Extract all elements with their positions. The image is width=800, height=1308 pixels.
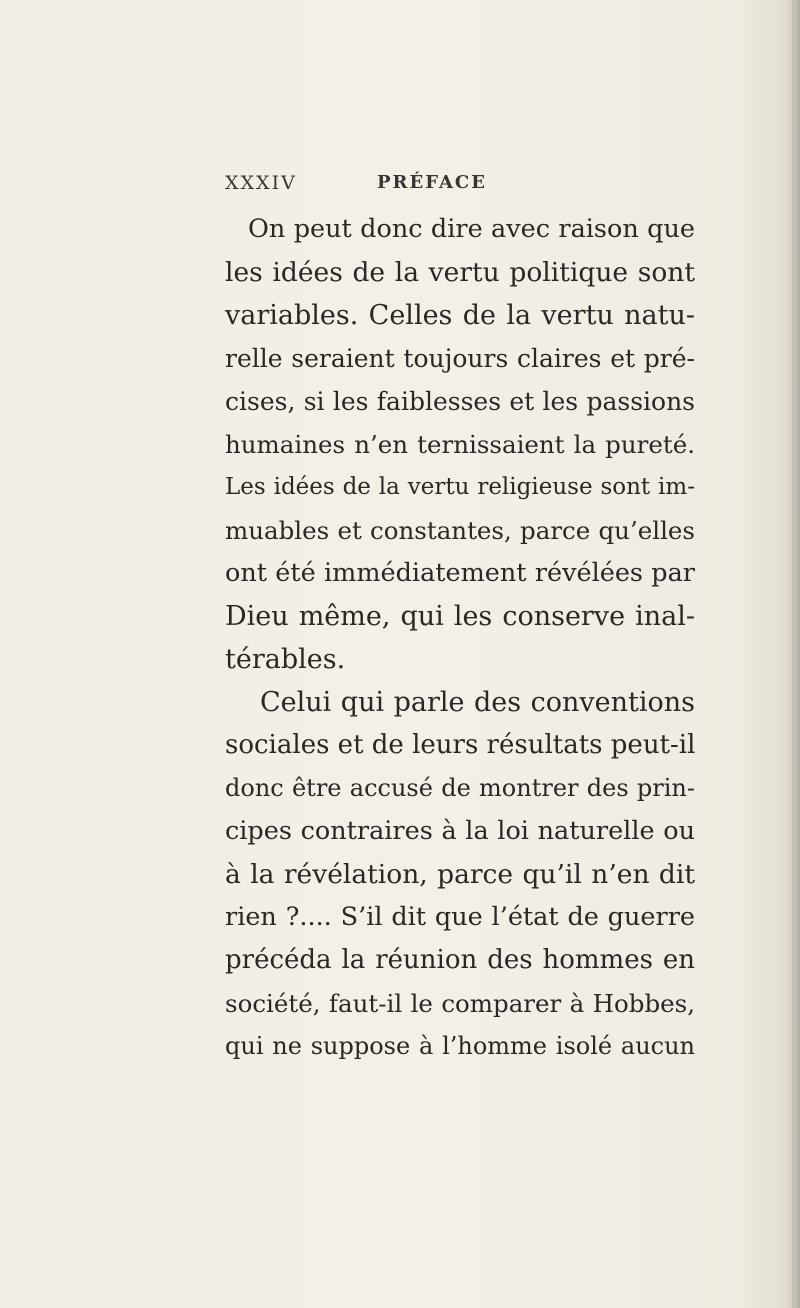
text-line: société, faut-il le comparer à Hobbes, [225,989,695,1018]
body-text [225,208,695,1068]
text-line: ont été immédiatement révélées par [225,558,695,588]
running-title: PRÉFACE [377,172,487,193]
text-line: rien ?.... S’il dit que l’état de guerre [225,902,695,932]
text-line: à la révélation, parce qu’il n’en dit [225,859,695,890]
page-number: XXXIV [225,172,297,194]
text-line: précéda la réunion des hommes en [225,945,695,975]
text-line: qui ne suppose à l’homme isolé aucun [225,1032,695,1060]
text-line: humaines n’en ternissaient la pureté. [225,430,695,459]
text-line: sociales et de leurs résultats peut-il [225,730,696,760]
text-line: cipes contraires à la loi naturelle ou [225,816,695,846]
text-line: relle seraient toujours claires et pré- [225,344,695,373]
text-line: les idées de la vertu politique sont [225,257,695,288]
text-line: donc être accusé de montrer des prin- [225,774,695,802]
running-header [225,172,685,198]
text-line: Les idées de la vertu religieuse sont im- [225,474,695,500]
text-line: térables. [225,644,346,675]
text-line: Dieu même, qui les conserve inal- [225,601,695,632]
text-line: variables. Celles de la vertu natu- [225,300,695,331]
text-line: cises, si les faiblesses et les passions [225,387,695,416]
text-line: On peut donc dire avec raison que [248,214,695,244]
text-line: Celui qui parle des conventions [260,687,695,718]
text-line: muables et constantes, parce qu’elles [225,516,695,545]
page-edge-line [792,0,794,1308]
